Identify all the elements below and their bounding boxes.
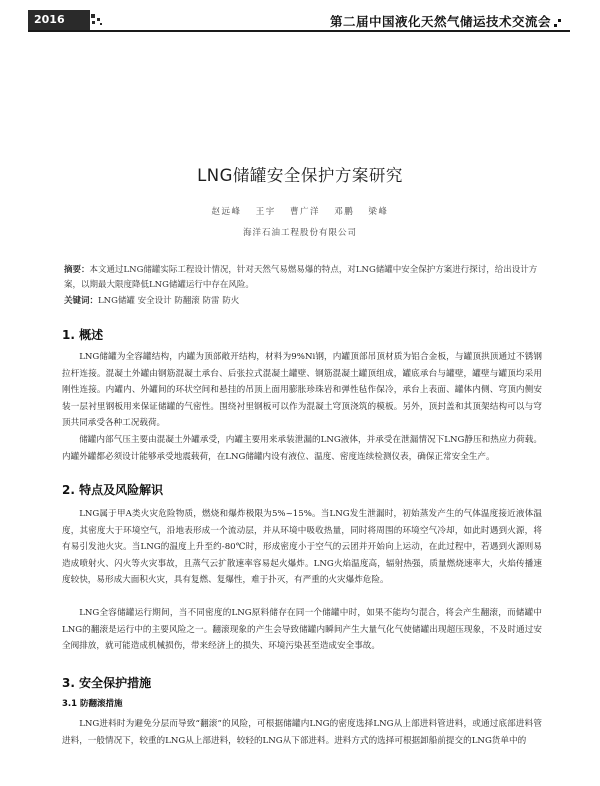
abstract-label: 摘要： [64, 265, 90, 275]
body-paragraph: 储罐内部气压主要由混凝土外罐承受，内罐主要用来承装泄漏的LNG液体，并承受在泄漏情况下LNG静压和热应力荷载。内罐外罐都必须设计能够承受地震载荷，在LNG储罐内设有液位、温度、密度连续检测仪表，确保正常安全生产。 [62, 435, 542, 462]
author-list [0, 205, 600, 217]
decorative-dots-icon [554, 18, 562, 28]
author: 梁峰 [368, 207, 389, 217]
header-year: 2016 [34, 13, 65, 26]
conference-title: 第二届中国液化天然气储运技术交流会 [330, 12, 562, 30]
body-paragraph: LNG属于甲A类火灾危险物质，燃烧和爆炸极限为5%~15%。当LNG发生泄漏时，初始蒸发产生的气体温度接近液体温度，其密度大于环境空气，沿地表形成一个流动层，并从环境中吸收热量，同时将周围的环境空气冷却，如此时遇到火源，将有易引发池火灾。当LNG的温度上升至约-80℃时，形成密度小于空气的云团并开始向上运动，在此过程中，若遇到火源则易造成喷射火、闪火等火灾事故，且蒸气云扩散速率容易起火爆炸。LNG火焰温度高，辐射热强，质量燃烧速率大，火焰传播速度较快，易形成大面积火灾，具有复燃、复爆性，难于扑灭，有严重的火灾爆炸危险。 [62, 509, 542, 585]
section-heading: 2. 特点及风险解识 [62, 483, 164, 497]
abstract-text: 本文通过LNG储罐实际工程设计情况，针对天然气易燃易爆的特点，对LNG储罐中安全保护方案进行探讨，给出设计方案，以期最大限度降低LNG储罐运行中存在风险。 [64, 265, 538, 290]
keywords-text: LNG储罐 安全设计 防翻滚 防雷 防火 [98, 296, 240, 306]
author: 赵远峰 [211, 207, 242, 217]
keywords-label: 关键词： [64, 296, 99, 306]
keywords [64, 294, 542, 306]
author: 邓鹏 [334, 207, 355, 217]
decorative-dots-icon [90, 13, 104, 27]
abstract [64, 263, 542, 293]
section-heading: 3. 安全保护措施 [62, 676, 152, 690]
running-header [28, 10, 570, 32]
section-heading: 1. 概述 [62, 328, 104, 342]
paper-title: LNG储罐安全保护方案研究 [197, 166, 403, 185]
subsection-heading: 3.1 防翻滚措施 [62, 699, 123, 709]
body-paragraph: LNG储罐为全容罐结构，内罐为顶部敞开结构，材料为9%Ni钢，内罐顶部吊顶材质为铝合金板，与罐顶拱顶通过不锈钢拉杆连接。混凝土外罐由钢筋混凝土承台、后张拉式混凝土罐壁、钢筋混凝土罐顶组成，罐底承台与罐壁，罐壁与罐顶均采用刚性连接。内罐内、外罐间的环状空间和悬挂的吊顶上面用膨胀珍珠岩和弹性毡作保冷，承台上表面、罐体内侧、穹顶内侧安装一层衬里钢板用来保证储罐的气密性。围绕衬里钢板可以作为混凝土穹顶浇筑的模板。另外，顶封盖和其顶架结构可以与穹顶共同承受各种工况载荷。 [62, 352, 542, 428]
body-paragraph: LNG全容储罐运行期间，当不同密度的LNG原料储存在同一个储罐中时，如果不能均匀混合，将会产生翻滚，而储罐中LNG的翻滚是运行中的主要风险之一。翻滚现象的产生会导致储罐内瞬间产生大量气化气使储罐出现超压现象，不及时通过安全阀排放，就可能造成机械损伤，带来经济上的损失、环境污染甚至造成安全事故。 [62, 608, 542, 651]
author: 曹广洋 [289, 207, 320, 217]
year-badge [28, 10, 90, 30]
affiliation: 海洋石油工程股份有限公司 [242, 228, 357, 238]
body-paragraph: LNG进料时为避免分层而导致“翻滚”的风险，可根据储罐内LNG的密度选择LNG从上部进料管进料，或通过底部进料管进料，一般情况下，较重的LNG从上部进料，较轻的LNG从下部进料。进料方式的选择可根据卸船前提交的LNG货单中的 [62, 719, 542, 746]
author: 王宇 [255, 207, 276, 217]
